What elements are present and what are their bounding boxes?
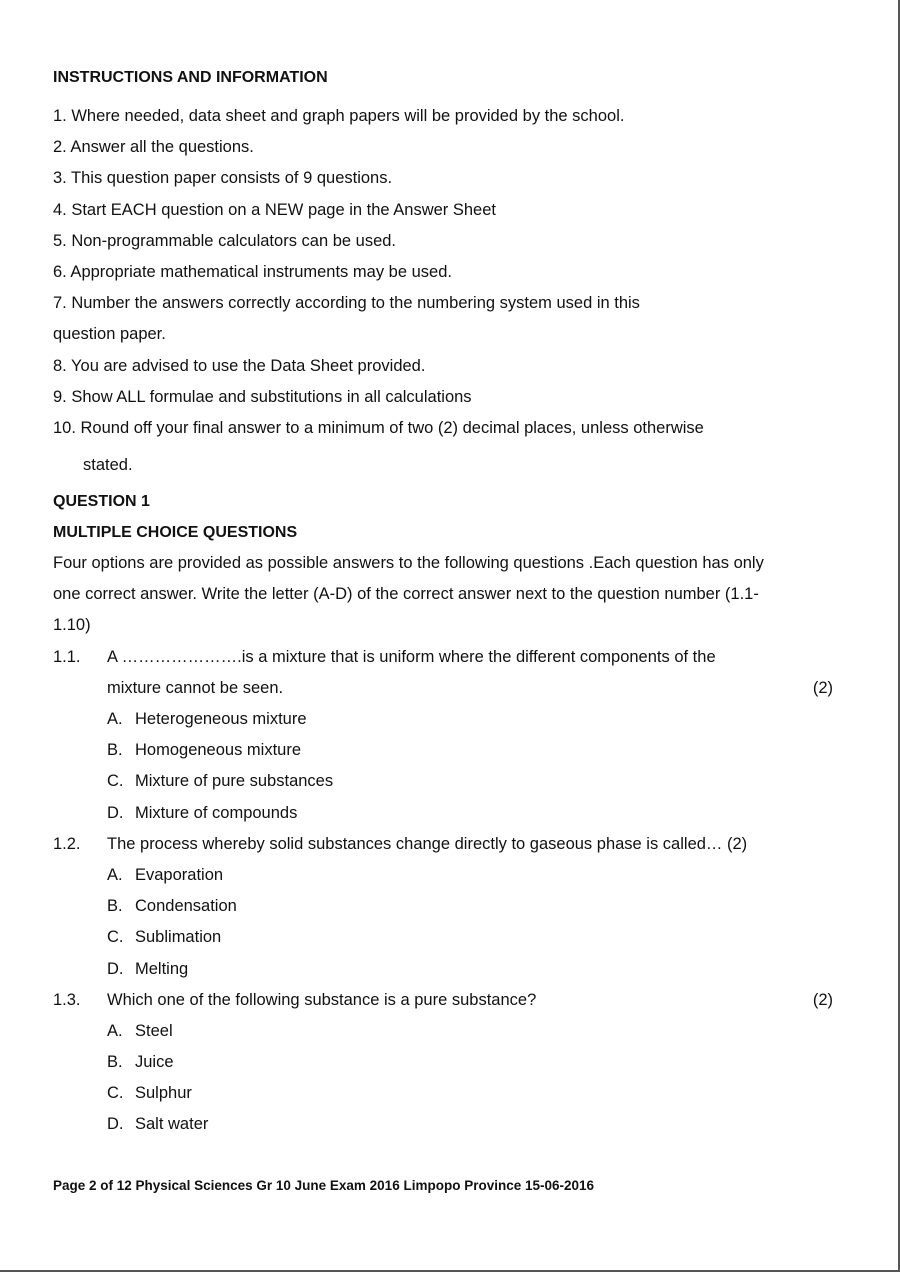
- option-b: [53, 891, 833, 922]
- option-d: [53, 1109, 833, 1140]
- option-text: Homogeneous mixture: [135, 741, 301, 760]
- question-1-1: [53, 642, 833, 829]
- instructions-heading: INSTRUCTIONS AND INFORMATION: [53, 69, 328, 86]
- question-number: 1.1.: [53, 647, 81, 666]
- instruction-item: question paper.: [53, 325, 166, 344]
- option-text: Steel: [135, 1021, 173, 1040]
- instruction-item: 3. This question paper consists of 9 questions.: [53, 169, 393, 188]
- page-content: [53, 62, 833, 1141]
- option-text: Melting: [135, 959, 189, 978]
- option-letter: D.: [107, 959, 124, 978]
- option-letter: B.: [107, 897, 123, 916]
- option-a: [53, 704, 833, 735]
- option-text: Salt water: [135, 1115, 209, 1134]
- option-a: [53, 860, 833, 891]
- option-d: [53, 798, 833, 829]
- instruction-item: 6. Appropriate mathematical instruments may be used.: [53, 262, 452, 281]
- option-letter: A.: [107, 710, 123, 728]
- instruction-item: 1. Where needed, data sheet and graph papers will be provided by the school.: [53, 107, 625, 125]
- option-b: [53, 1047, 833, 1078]
- question-text: A ………………….is a mixture that is uniform where the different components of the: [107, 647, 716, 666]
- intro-line: one correct answer. Write the letter (A-D) of the correct answer next to the question number (1.1-: [53, 585, 759, 604]
- option-text: Evaporation: [135, 865, 224, 884]
- intro-line: Four options are provided as possible answers to the following questions .Each question has only: [53, 554, 764, 573]
- question-text-continued: mixture cannot be seen.: [107, 678, 284, 697]
- instruction-continuation: stated.: [83, 456, 133, 475]
- option-letter: D.: [107, 1115, 124, 1134]
- question-marks: (2): [812, 990, 833, 1009]
- instruction-item: 10. Round off your final answer to a minimum of two (2) decimal places, unless otherwise: [53, 418, 704, 437]
- option-letter: A.: [107, 1021, 123, 1040]
- instruction-item: 7. Number the answers correctly according to the numbering system used in this: [53, 294, 640, 313]
- option-c: [53, 766, 833, 797]
- option-text: Mixture of compounds: [135, 803, 298, 822]
- option-letter: C.: [107, 772, 124, 791]
- option-letter: B.: [107, 741, 123, 760]
- option-text: Mixture of pure substances: [135, 772, 334, 791]
- option-text: Sulphur: [135, 1084, 192, 1103]
- option-letter: A.: [107, 865, 123, 884]
- instruction-item: 2. Answer all the questions.: [53, 138, 254, 157]
- option-text: Juice: [135, 1053, 174, 1072]
- question-marks: (2): [812, 678, 833, 697]
- question-1-2: [53, 829, 833, 985]
- option-letter: C.: [107, 1084, 124, 1103]
- question-text: Which one of the following substance is a pure substance?: [107, 990, 537, 1009]
- option-text: Heterogeneous mixture: [135, 710, 307, 728]
- option-d: [53, 954, 833, 985]
- intro-line: 1.10): [53, 616, 91, 635]
- option-letter: D.: [107, 803, 124, 822]
- option-a: [53, 1016, 833, 1047]
- page-footer: Page 2 of 12 Physical Sciences Gr 10 June Exam 2016 Limpopo Province 15-06-2016: [53, 1178, 595, 1193]
- instruction-item: 5. Non-programmable calculators can be used.: [53, 231, 397, 250]
- question-number: 1.2.: [53, 834, 81, 853]
- option-letter: C.: [107, 928, 124, 947]
- instruction-item: 9. Show ALL formulae and substitutions in all calculations: [53, 387, 472, 406]
- question-intro: [53, 548, 833, 642]
- question-1-3: [53, 985, 833, 1141]
- option-b: [53, 735, 833, 766]
- option-c: [53, 1078, 833, 1109]
- question-text: The process whereby solid substances change directly to gaseous phase is called… (2): [107, 834, 748, 853]
- question-number: 1.3.: [53, 990, 81, 1009]
- option-letter: B.: [107, 1053, 123, 1072]
- option-text: Condensation: [135, 897, 237, 916]
- option-c: [53, 922, 833, 953]
- instructions-list: [53, 101, 833, 486]
- question-subtitle: MULTIPLE CHOICE QUESTIONS: [53, 524, 298, 542]
- question-title: QUESTION 1: [53, 493, 150, 511]
- instruction-item: 8. You are advised to use the Data Sheet provided.: [53, 356, 426, 375]
- instruction-item: 4. Start EACH question on a NEW page in the Answer Sheet: [53, 200, 496, 219]
- option-text: Sublimation: [135, 928, 222, 947]
